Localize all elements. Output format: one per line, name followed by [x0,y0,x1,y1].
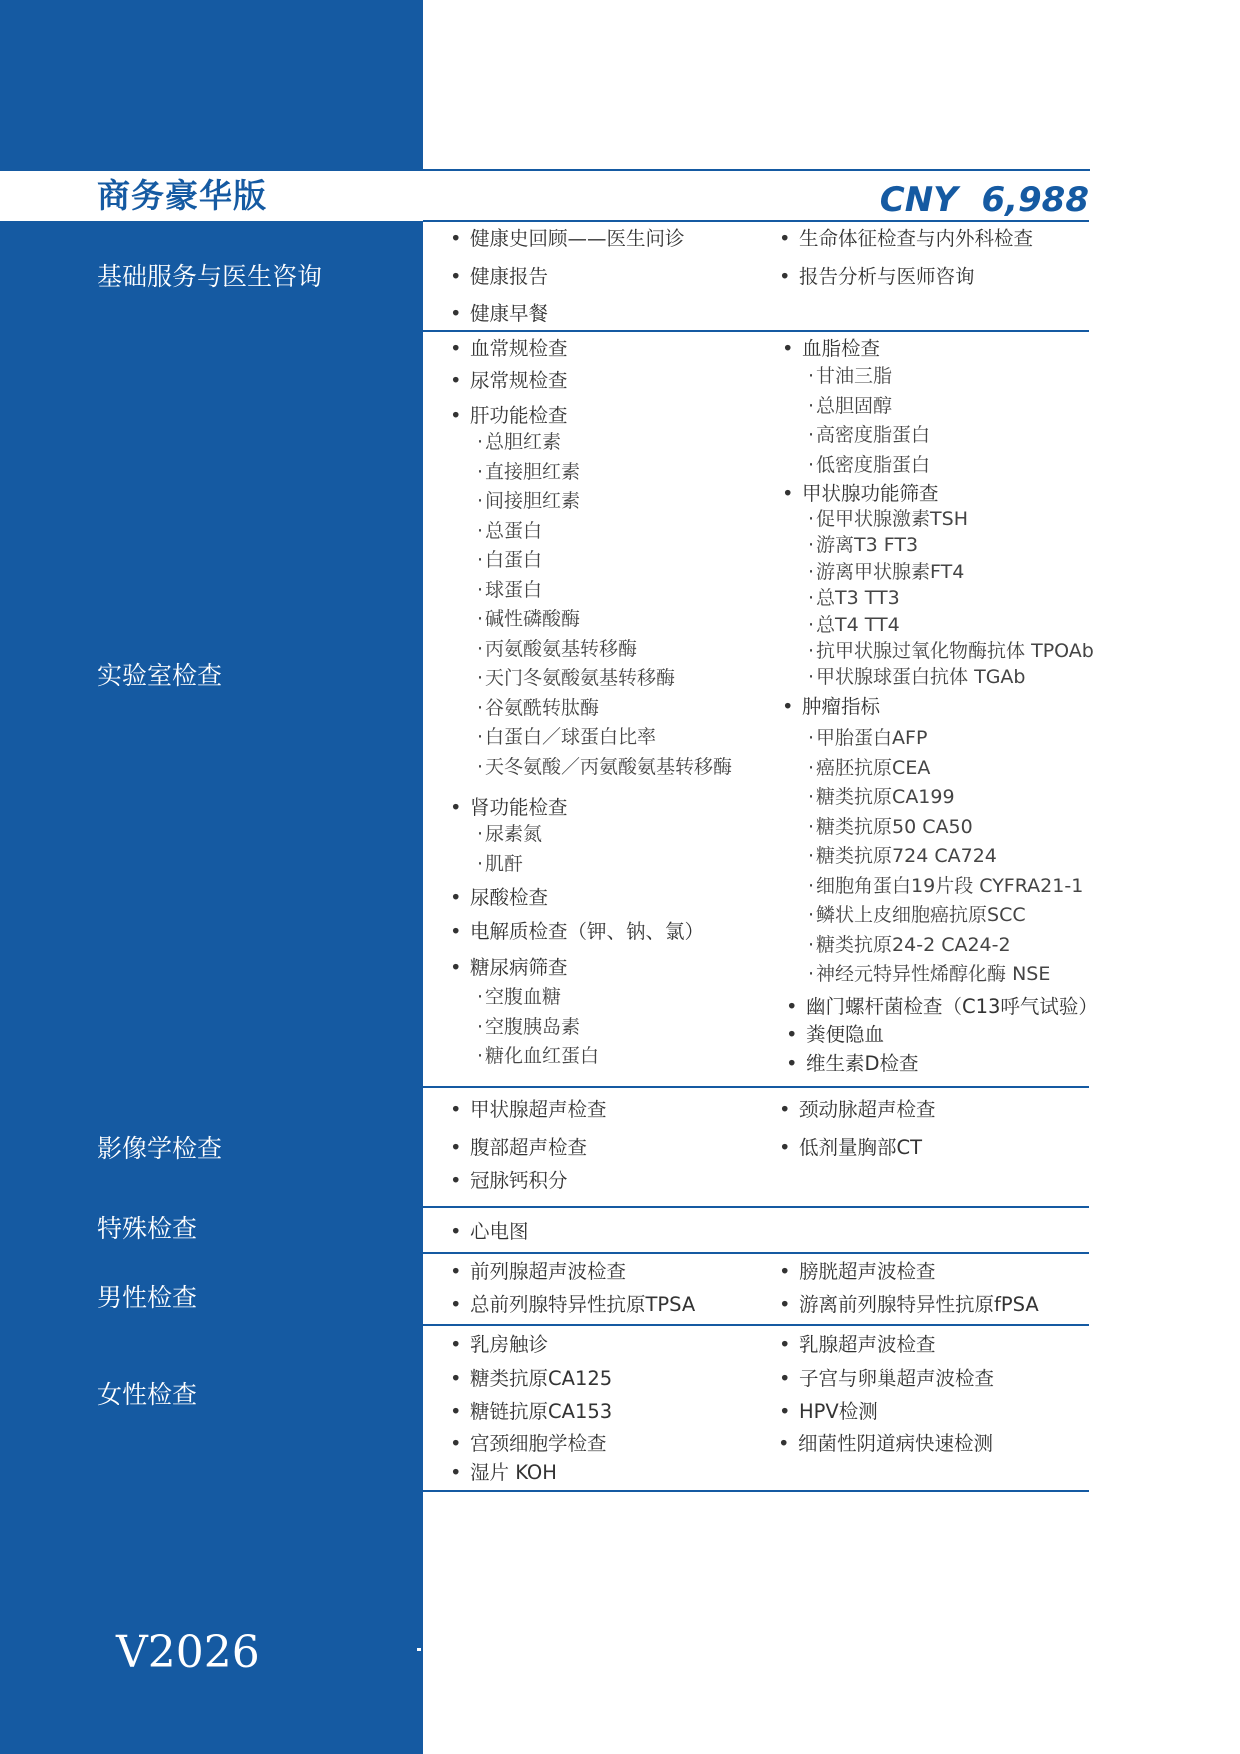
list-item: • 健康报告 [470,264,548,290]
sub-item: · 天门冬氨酸氨基转移酶 [477,665,675,691]
sub-item: · 总胆固醇 [808,393,892,419]
divider [423,330,1089,332]
sub-item: · 神经元特异性烯醇化酶 NSE [808,961,1050,987]
divider [423,220,1089,222]
sub-item: · 糖化血红蛋白 [477,1043,599,1069]
sub-item: · 球蛋白 [477,577,542,603]
category-male: 男性检查 [97,1283,198,1312]
list-item: • 肾功能检查 [470,795,568,821]
version-label: V2026 [116,1627,260,1678]
sub-item: · 总T3 TT3 [808,585,900,611]
list-item: • 肝功能检查 [470,403,568,429]
list-item: • 甲状腺功能筛查 [802,481,939,507]
category-female: 女性检查 [97,1380,198,1409]
sub-item: · 细胞角蛋白19片段 CYFRA21-1 [808,873,1083,899]
list-item: • 前列腺超声波检查 [470,1259,626,1285]
decorative-mark [417,1648,421,1651]
sub-item: · 空腹血糖 [477,984,561,1010]
sub-item: · 糖类抗原724 CA724 [808,843,997,869]
divider [423,1324,1089,1326]
list-item: • 报告分析与医师咨询 [799,264,975,290]
list-item: • 尿酸检查 [470,885,548,911]
divider [423,1206,1089,1208]
sub-item: · 游离T3 FT3 [808,532,918,558]
sub-item: · 总蛋白 [477,518,542,544]
sub-item: · 促甲状腺激素TSH [808,506,968,532]
list-item: • 低剂量胸部CT [799,1135,922,1161]
sub-item: · 直接胆红素 [477,459,580,485]
sub-item: · 尿素氮 [477,821,542,847]
category-lab: 实验室检查 [97,661,223,690]
list-item: • 肿瘤指标 [802,694,880,720]
divider [423,1086,1089,1088]
list-item: • 生命体征检查与内外科检查 [799,226,1033,252]
list-item: • 幽门螺杆菌检查（C13呼气试验） [806,994,1098,1020]
sub-item: · 抗甲状腺过氧化物酶抗体 TPOAb [808,638,1094,664]
sub-item: · 鳞状上皮细胞癌抗原SCC [808,902,1026,928]
sub-item: · 白蛋白／球蛋白比率 [477,724,656,750]
list-item: • 血脂检查 [802,336,880,362]
sub-item: · 天冬氨酸／丙氨酸氨基转移酶 [477,754,732,780]
category-basic: 基础服务与医生咨询 [97,262,323,291]
sub-item: · 甲胎蛋白AFP [808,725,927,751]
list-item: • 总前列腺特异性抗原TPSA [470,1292,695,1318]
list-item: • 膀胱超声波检查 [799,1259,936,1285]
list-item: • 心电图 [470,1219,529,1245]
sub-item: · 总胆红素 [477,429,561,455]
list-item: • 粪便隐血 [806,1022,884,1048]
list-item: • 细菌性阴道病快速检测 [798,1431,993,1457]
sub-item: · 碱性磷酸酶 [477,606,580,632]
sub-item: · 谷氨酰转肽酶 [477,695,599,721]
sub-item: · 低密度脂蛋白 [808,452,930,478]
list-item: • HPV检测 [799,1399,878,1425]
list-item: • 乳房触诊 [470,1332,548,1358]
list-item: • 电解质检查（钾、钠、氯） [470,919,704,945]
category-imaging: 影像学检查 [97,1134,223,1163]
list-item: • 维生素D检查 [806,1051,919,1077]
title-divider [0,169,1090,171]
category-special: 特殊检查 [97,1214,198,1243]
list-item: • 宫颈细胞学检查 [470,1431,607,1457]
list-item: • 糖类抗原CA125 [470,1366,612,1392]
sub-item: · 甲状腺球蛋白抗体 TGAb [808,664,1025,690]
package-title: 商务豪华版 [97,176,267,215]
sub-item: · 间接胆红素 [477,488,580,514]
list-item: • 糖尿病筛查 [470,955,568,981]
list-item: • 腹部超声检查 [470,1135,587,1161]
list-item: • 糖链抗原CA153 [470,1399,612,1425]
divider [423,1490,1089,1492]
list-item: • 湿片 KOH [470,1460,557,1486]
sub-item: · 总T4 TT4 [808,612,900,638]
sub-item: · 白蛋白 [477,547,542,573]
list-item: • 游离前列腺特异性抗原fPSA [799,1292,1039,1318]
list-item: • 颈动脉超声检查 [799,1097,936,1123]
sub-item: · 肌酐 [477,851,523,877]
list-item: • 健康早餐 [470,301,548,327]
sub-item: · 游离甲状腺素FT4 [808,559,964,585]
list-item: • 甲状腺超声检查 [470,1097,607,1123]
list-item: • 血常规检查 [470,336,568,362]
sub-item: · 空腹胰岛素 [477,1014,580,1040]
sub-item: · 甘油三脂 [808,363,892,389]
sub-item: · 丙氨酸氨基转移酶 [477,636,637,662]
sub-item: · 糖类抗原CA199 [808,784,955,810]
list-item: • 乳腺超声波检查 [799,1332,936,1358]
sub-item: · 癌胚抗原CEA [808,755,930,781]
list-item: • 冠脉钙积分 [470,1168,568,1194]
package-price: CNY 6,988 [879,180,1089,220]
sub-item: · 高密度脂蛋白 [808,422,930,448]
sub-item: · 糖类抗原50 CA50 [808,814,973,840]
sub-item: · 糖类抗原24-2 CA24-2 [808,932,1011,958]
list-item: • 健康史回顾——医生问诊 [470,226,685,252]
list-item: • 子宫与卵巢超声波检查 [799,1366,994,1392]
list-item: • 尿常规检查 [470,368,568,394]
divider [423,1252,1089,1254]
